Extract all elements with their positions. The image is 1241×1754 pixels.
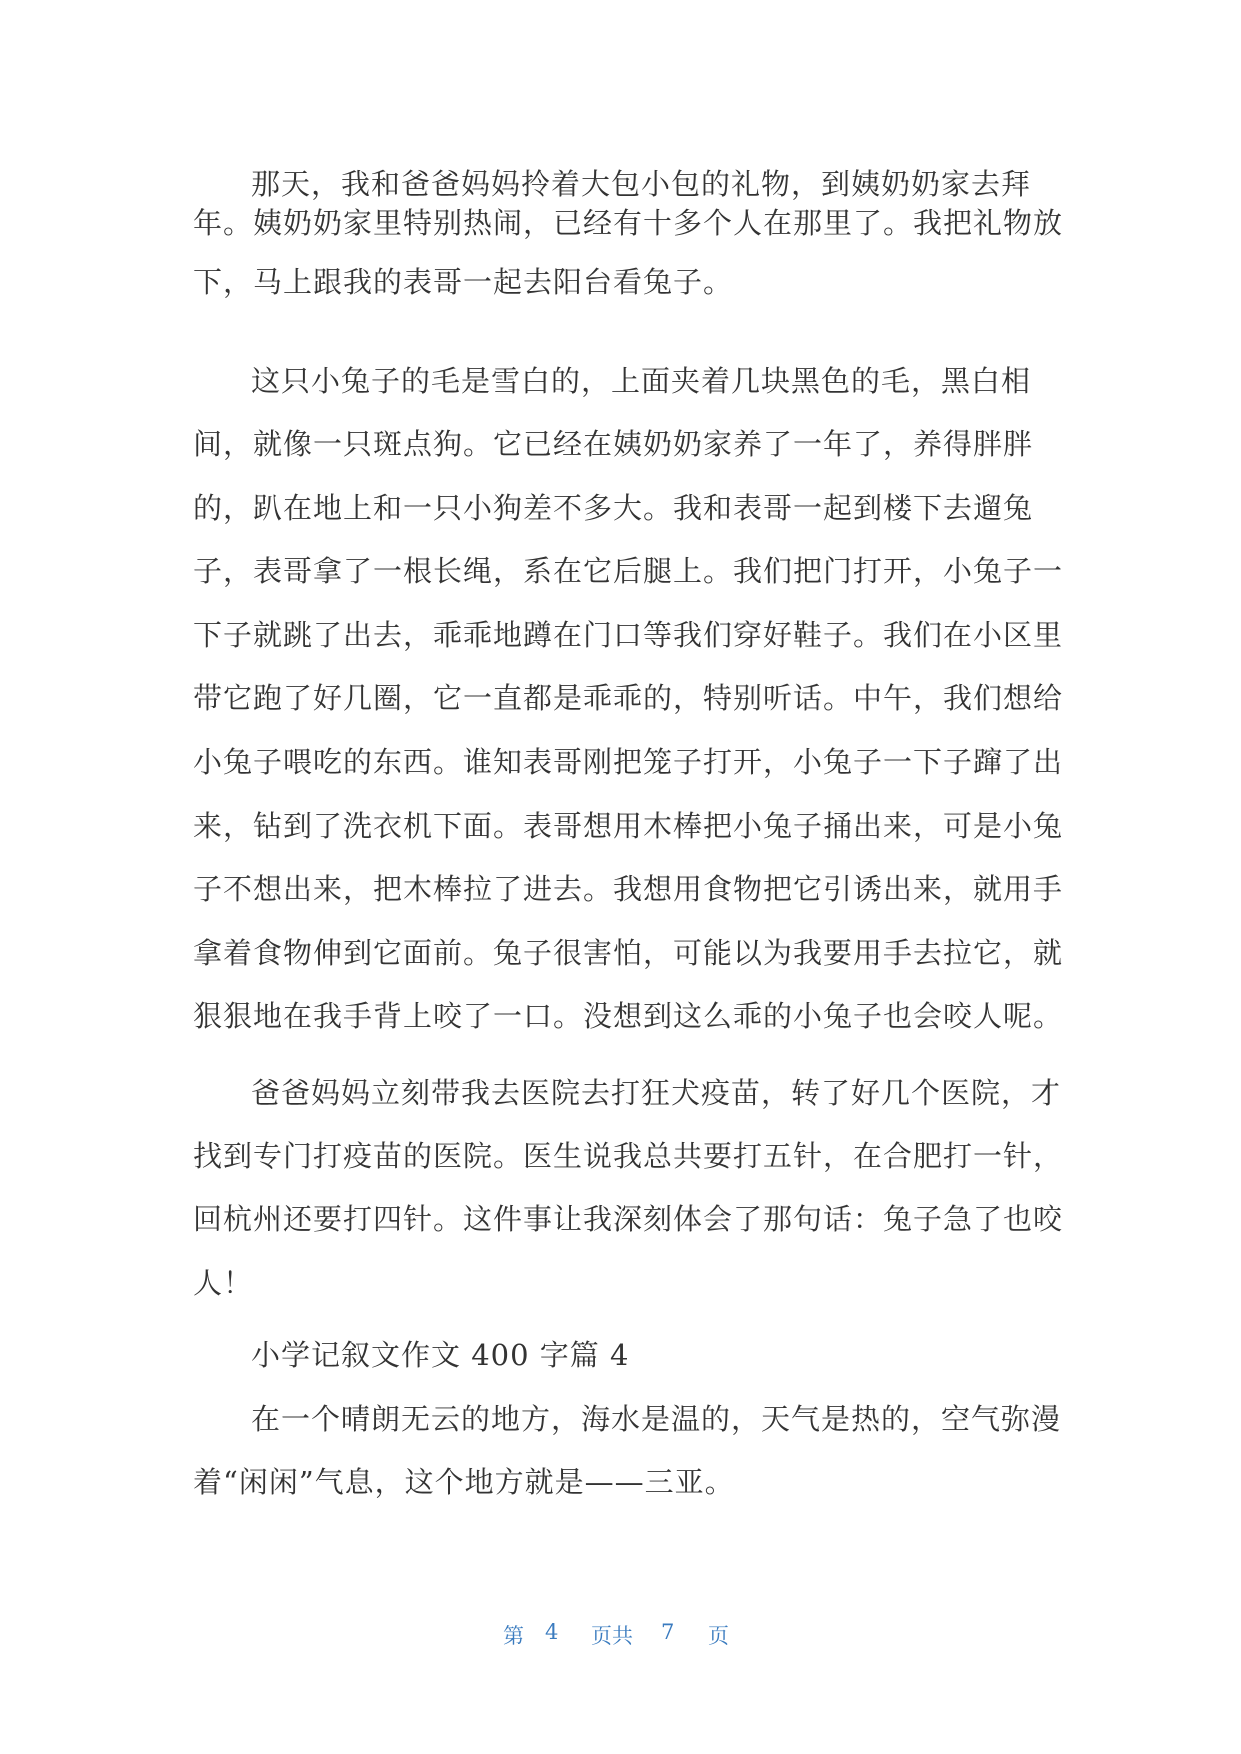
text-line: 来，钻到了洗衣机下面。表哥想用木棒把小兔子捅出来，可是小兔 <box>193 809 1064 843</box>
page-footer <box>0 1620 1241 1650</box>
text-line: 那天，我和爸爸妈妈拎着大包小包的礼物，到姨奶奶家去拜 <box>251 167 1032 201</box>
text-line: 带它跑了好几圈，它一直都是乖乖的，特别听话。中午，我们想给 <box>193 681 1064 715</box>
text-line: 子，表哥拿了一根长绳，系在它后腿上。我们把门打开，小兔子一 <box>193 554 1064 588</box>
footer-current-page: 4 <box>545 1620 559 1644</box>
footer-suffix: 页 <box>708 1624 729 1648</box>
text-line: 子不想出来，把木棒拉了进去。我想用食物把它引诱出来，就用手 <box>193 872 1064 906</box>
text-line: 年。姨奶奶家里特别热闹，已经有十多个人在那里了。我把礼物放 <box>193 206 1064 240</box>
footer-prefix: 第 <box>503 1624 524 1648</box>
text-line: 在一个晴朗无云的地方，海水是温的，天气是热的，空气弥漫 <box>251 1402 1062 1436</box>
text-line: 下，马上跟我的表哥一起去阳台看兔子。 <box>193 265 734 299</box>
section-heading: 小学记叙文作文 400 字篇 4 <box>251 1338 630 1372</box>
text-line: 拿着食物伸到它面前。兔子很害怕，可能以为我要用手去拉它，就 <box>193 936 1064 970</box>
text-line: 找到专门打疫苗的医院。医生说我总共要打五针，在合肥打一针， <box>193 1139 1064 1173</box>
text-line: 这只小兔子的毛是雪白的，上面夹着几块黑色的毛，黑白相 <box>251 364 1032 398</box>
text-line: 着“闲闲”气息，这个地方就是——三亚。 <box>193 1465 735 1499</box>
footer-middle: 页共 <box>591 1624 633 1648</box>
text-line: 的，趴在地上和一只小狗差不多大。我和表哥一起到楼下去遛兔 <box>193 491 1034 525</box>
footer-total-pages: 7 <box>661 1620 675 1644</box>
text-line: 小兔子喂吃的东西。谁知表哥刚把笼子打开，小兔子一下子蹿了出 <box>193 745 1064 779</box>
text-line: 回杭州还要打四针。这件事让我深刻体会了那句话：兔子急了也咬 <box>193 1202 1064 1236</box>
text-line: 下子就跳了出去，乖乖地蹲在门口等我们穿好鞋子。我们在小区里 <box>193 618 1064 652</box>
text-line: 狠狠地在我手背上咬了一口。没想到这么乖的小兔子也会咬人呢。 <box>193 999 1064 1033</box>
text-line: 间，就像一只斑点狗。它已经在姨奶奶家养了一年了，养得胖胖 <box>193 427 1034 461</box>
text-line: 人！ <box>193 1266 254 1300</box>
text-line: 爸爸妈妈立刻带我去医院去打狂犬疫苗，转了好几个医院，才 <box>251 1076 1062 1110</box>
